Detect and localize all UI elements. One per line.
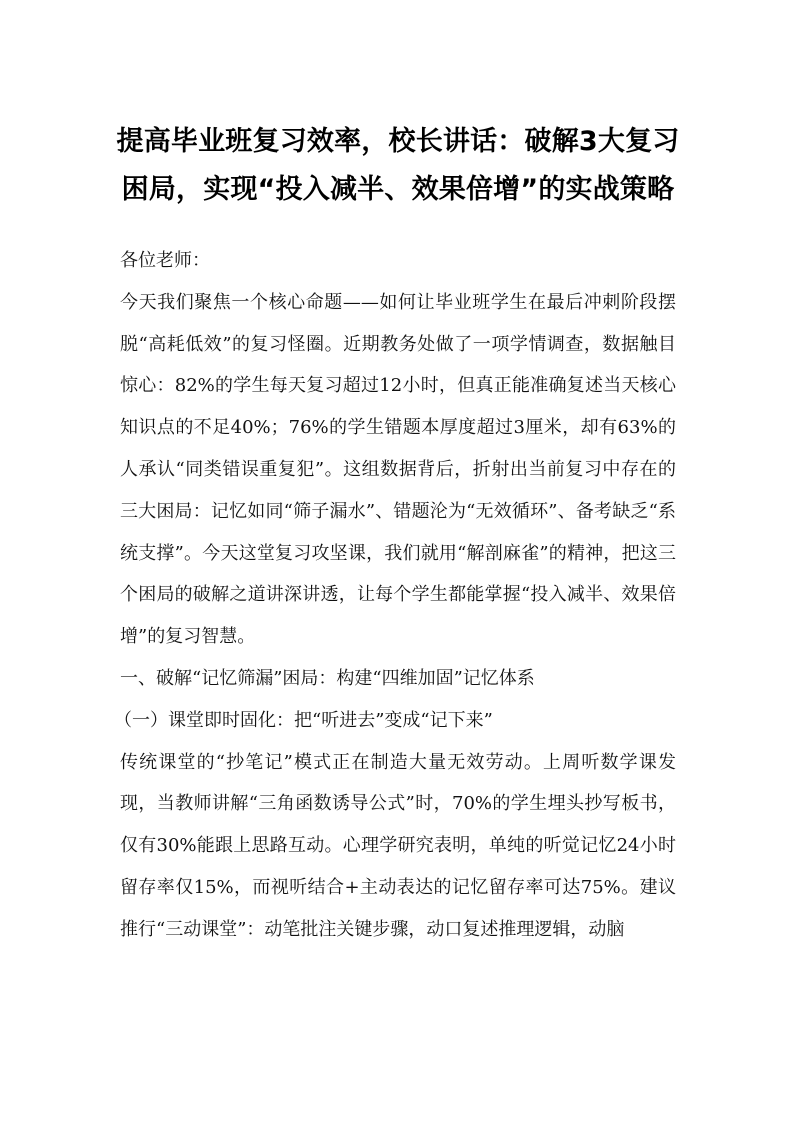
subsection-paragraph: 传统课堂的“抄笔记”模式正在制造大量无效劳动。上周听数学课发现，当教师讲解“三角函数诱导公式”时，70%的学生埋头抄写板书，仅有30%能跟上思路互动。心理学研究表明，单纯的听觉记忆24小时留存率仅15%，而视听结合+主动表达的记忆留存率可达75%。建议推行“三动课堂”：动笔批注关键步骤，动口复述推理逻辑，动脑 <box>120 751 676 940</box>
section-heading: 一、破解“记忆筛漏”困局：构建“四维加固”记忆体系 <box>120 667 535 689</box>
subsection-heading: （一）课堂即时固化：把“听进去”变成“记下来” <box>114 709 493 731</box>
intro-paragraph: 今天我们聚焦一个核心命题——如何让毕业班学生在最后冲刺阶段摆脱“高耗低效”的复习怪圈。近期教务处做了一项学情调查，数据触目惊心：82%的学生每天复习超过12小时，但真正能准确复述当天核心知识点的不足40%；76%的学生错题本厚度超过3厘米，却有63%的人承认“同类错误重复犯”。这组数据背后，折射出当前复习中存在的三大困局：记忆如同“筛子漏水”、错题沦为“无效循环”、备考缺乏“系统支撑”。今天这堂复习攻坚课，我们就用“解剖麻雀”的精神，把这三个困局的破解之道讲深讲透，让每个学生都能掌握“投入减半、效果倍增”的复习智慧。 <box>120 291 676 648</box>
document-title: 提高毕业班复习效率，校长讲话：破解3大复习困局，实现“投入减半、效果倍增”的实战策略 <box>116 126 680 205</box>
salutation: 各位老师： <box>120 250 210 271</box>
document-page <box>114 118 680 951</box>
document-body <box>114 240 676 951</box>
